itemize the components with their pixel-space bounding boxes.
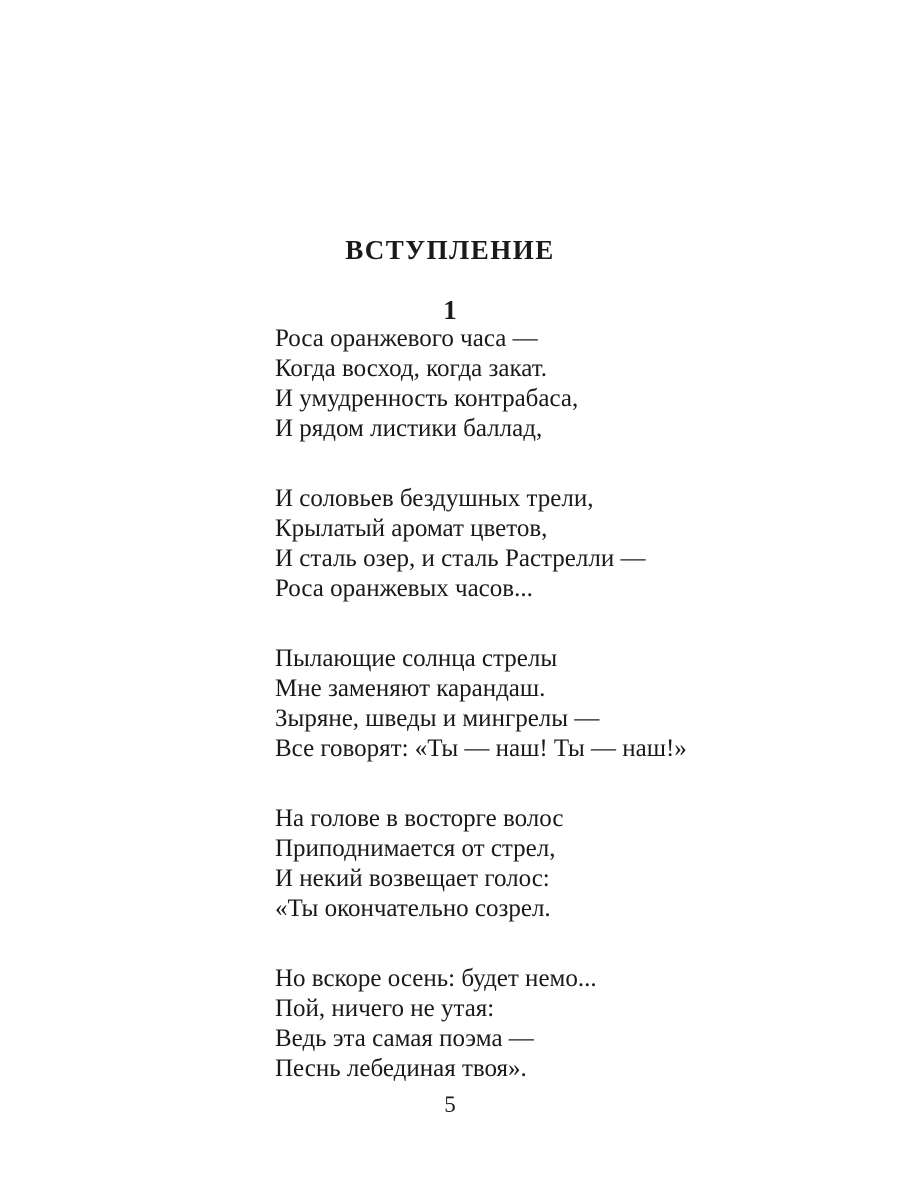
poem-line: И некий возвещает голос: — [275, 865, 550, 892]
poem-line: Зыряне, шведы и мингрелы — — [275, 705, 600, 732]
poem-line: Когда восход, когда закат. — [275, 355, 548, 382]
stanza-4 — [275, 804, 835, 924]
page-number: 5 — [444, 1092, 456, 1117]
poem-line: «Ты окончательно созрел. — [275, 895, 551, 922]
stanza-3 — [275, 644, 835, 764]
section-heading: ВСТУПЛЕНИЕ — [345, 235, 555, 265]
poem-line: Песнь лебединая твоя». — [275, 1055, 527, 1082]
poem-line: Ведь эта самая поэма — — [275, 1025, 534, 1052]
poem-line: И соловьев бездушных трели, — [275, 485, 594, 512]
stanza-2 — [275, 484, 835, 604]
poem-line: Пылающие солнца стрелы — [275, 645, 558, 672]
poem-line: И рядом листики баллад, — [275, 415, 543, 442]
poem-line: Но вскоре осень: будет немо... — [275, 965, 597, 992]
poem-line: Роса оранжевых часов... — [275, 575, 533, 602]
poem-line: Роса оранжевого часа — — [275, 325, 538, 352]
poem-line: И умудренность контрабаса, — [275, 385, 579, 412]
poem-line: На голове в восторге волос — [275, 805, 564, 832]
poem-line: Приподнимается от стрел, — [275, 835, 556, 862]
stanza-5 — [275, 964, 835, 1084]
poem-line: Все говорят: «Ты — наш! Ты — наш!» — [275, 735, 687, 762]
poem-line: И сталь озер, и сталь Растрелли — — [275, 545, 646, 572]
poem-line: Пой, ничего не утая: — [275, 995, 495, 1022]
poem-number: 1 — [443, 295, 457, 325]
poem-line: Крылатый аромат цветов, — [275, 515, 548, 542]
poem-body — [275, 324, 835, 1124]
stanza-1 — [275, 324, 835, 444]
poem-line: Мне заменяют карандаш. — [275, 675, 546, 702]
